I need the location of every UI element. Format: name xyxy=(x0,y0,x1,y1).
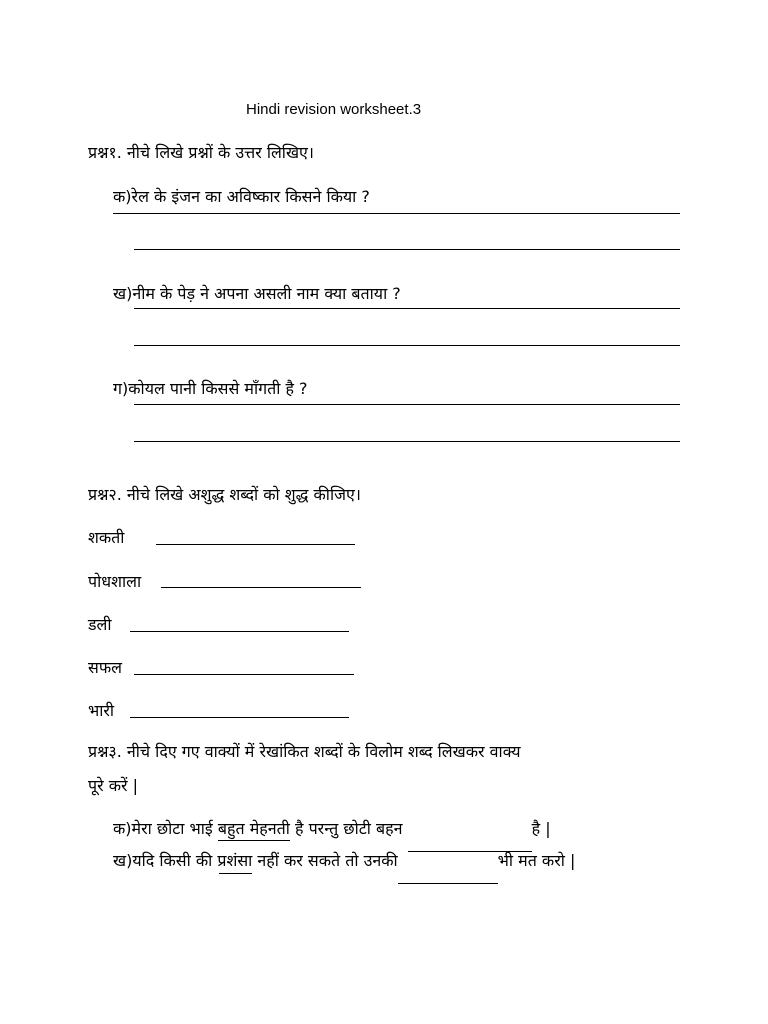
q1-b-label: ख) xyxy=(113,284,133,303)
q3-s1-before: मेरा छोटा भाई xyxy=(131,819,218,838)
q2-answer-line-1[interactable] xyxy=(156,544,355,545)
q2-word-5: भारी xyxy=(88,701,115,720)
q2-word-4: सफल xyxy=(88,658,123,677)
q1-b-answer-line-1[interactable] xyxy=(134,308,680,309)
worksheet-title: Hindi revision worksheet.3 xyxy=(246,101,422,118)
q1-b xyxy=(113,284,401,304)
q2-answer-line-2[interactable] xyxy=(161,587,361,588)
q1-c xyxy=(113,379,308,399)
q1-heading: प्रश्न१. नीचे लिखे प्रश्नों के उत्तर लिखिए। xyxy=(88,143,314,162)
q3-sentence-2 xyxy=(113,851,575,871)
q1-a-text: रेल के इंजन का अविष्कार किसने किया ? xyxy=(131,187,370,206)
q3-s2-blank-line[interactable] xyxy=(398,883,498,884)
q1-c-text: कोयल पानी किससे माँगती है ? xyxy=(128,379,308,398)
q1-a xyxy=(113,187,370,207)
q3-s2-end: भी मत करो | xyxy=(497,851,576,870)
q1-c-answer-line-1[interactable] xyxy=(134,404,680,405)
q1-c-label: ग) xyxy=(113,379,129,398)
q3-s2-underline xyxy=(219,873,252,874)
q2-word-3: डली xyxy=(88,615,112,634)
q1-a-label: क) xyxy=(113,187,132,206)
q3-s1-underlined-word: बहुत मेहनती xyxy=(218,819,290,839)
q2-heading: प्रश्न२. नीचे लिखे अशुद्ध शब्दों को शुद्ध कीजिए। xyxy=(88,485,361,504)
q1-b-text: नीम के पेड़ ने अपना असली नाम क्या बताया ? xyxy=(132,284,401,303)
q2-answer-line-3[interactable] xyxy=(130,631,349,632)
q3-s2-before: यदि किसी की xyxy=(132,851,218,870)
q3-s1-end: है | xyxy=(531,819,551,838)
q1-c-answer-line-2[interactable] xyxy=(134,441,680,442)
q3-s1-mid: है परन्तु छोटी बहन xyxy=(289,819,408,838)
q3-s2-underlined-word: प्रशंसा xyxy=(217,851,252,871)
q3-s2-label: ख) xyxy=(113,851,133,870)
q2-answer-line-5[interactable] xyxy=(130,717,349,718)
q2-word-2: पोधशाला xyxy=(88,572,142,591)
q3-s1-label: क) xyxy=(113,819,132,838)
q3-sentence-1 xyxy=(113,819,551,839)
q2-answer-line-4[interactable] xyxy=(134,674,354,675)
q3-s1-underline xyxy=(218,840,290,841)
q3-heading-line-2: पूरे करें | xyxy=(88,776,139,795)
q3-s2-mid: नहीं कर सकते तो उनकी xyxy=(252,851,398,870)
q3-heading-line-1: प्रश्न३. नीचे दिए गए वाक्यों में रेखांकित शब्दों के विलोम शब्द लिखकर वाक्य xyxy=(88,742,521,761)
q2-word-1: शकती xyxy=(88,528,125,547)
q1-a-answer-line-2[interactable] xyxy=(134,249,680,250)
q1-b-answer-line-2[interactable] xyxy=(134,345,680,346)
q1-a-answer-line-1[interactable] xyxy=(113,213,680,214)
